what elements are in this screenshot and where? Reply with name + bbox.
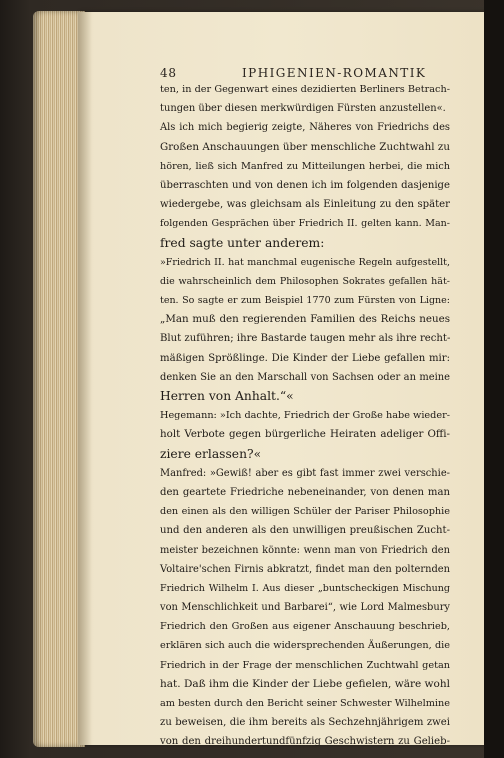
text-line: Friedrich Wilhelm I. Aus dieser „buntscheckigen Mischung [160,582,450,594]
text-line: überraschten und von denen ich im folgenden dasjenige [160,179,450,191]
text-line: und den anderen als den unwilligen preußischen Zucht- [160,525,450,537]
text-line: ten, in der Gegenwart eines dezidierten Berliners Betrach- [160,84,450,95]
text-line: hören, ließ sich Manfred zu Mitteilungen herbei, die mich [160,160,450,172]
body-text [160,80,450,752]
text-line: folgenden Gesprächen über Friedrich II. gelten kann. Man- [160,218,450,230]
text-line: Großen Anschauungen über menschliche Zuchtwahl zu [160,140,450,153]
text-line: Herren von Anhalt.“« [160,389,294,403]
page-number: 48 [160,66,177,80]
text-line: ten. So sagte er zum Beispiel 1770 zum Fürsten von Ligne: [160,295,450,307]
text-line: von Menschlichkeit und Barbarei“, wie Lord Malmesbury [160,602,450,614]
text-line: denken Sie an den Marschall von Sachsen oder an meine [160,371,450,383]
text-line: von den dreihundertundfünfzig Geschwistern zu Gelieb- [160,736,450,748]
text-line: hat. Daß ihm die Kinder der Liebe gefielen, wäre wohl [160,677,450,690]
text-line: Hegemann: »Ich dachte, Friedrich der Große habe wieder- [160,410,450,422]
text-line: am besten durch den Bericht seiner Schwester Wilhelmine [160,698,450,709]
text-line: wiedergebe, was gleichsam als Einleitung zu den später [160,199,450,211]
text-line: fred sagte unter anderem: [160,235,325,250]
text-line: »Friedrich II. hat manchmal eugenische Regeln aufgestellt, [160,256,450,268]
text-line: Friedrich in der Frage der menschlichen Zuchtwahl getan [160,659,450,671]
text-line: „Man muß den regierenden Familien des Reichs neues [160,313,450,326]
text-line: Blut zuführen; ihre Bastarde taugen mehr als ihre recht- [160,333,451,345]
text-line: Manfred: »Gewiß! aber es gibt fast immer zwei verschie- [160,467,450,479]
text-line: den geartete Friedriche nebeneinander, von denen man [160,486,450,498]
text-line: holt Verbote gegen bürgerliche Heiraten adeliger Offi- [160,428,450,441]
text-line: den einen als den willigen Schüler der Pariser Philosophie [160,506,450,518]
spine-shadow [78,12,92,745]
running-title: IPHIGENIEN-ROMANTIK [242,66,427,80]
text-line: Als ich mich begierig zeigte, Näheres von Friedrichs des [160,122,450,134]
text-line: zu beweisen, die ihm bereits als Sechzehnjährigem zwei [160,717,450,729]
scan-right-edge [484,0,504,758]
text-line: Friedrich den Großen aus eigener Anschauung beschrieb, [160,621,450,633]
text-line: die wahrscheinlich dem Philosophen Sokrates gefallen hät- [160,275,450,287]
text-line: tungen über diesen merkwürdigen Fürsten anzustellen«. [160,103,446,115]
text-line: erklären sich auch die widersprechenden Äußerungen, die [160,640,450,652]
text-line: Voltaire'schen Firnis abkratzt, findet man den polternden [160,563,450,575]
text-line: meister bezeichnen könnte: wenn man von Friedrich den [160,544,450,556]
text-line: ziere erlassen?« [160,446,262,461]
text-line: mäßigen Sprößlinge. Die Kinder der Liebe gefallen mir: [160,352,450,364]
